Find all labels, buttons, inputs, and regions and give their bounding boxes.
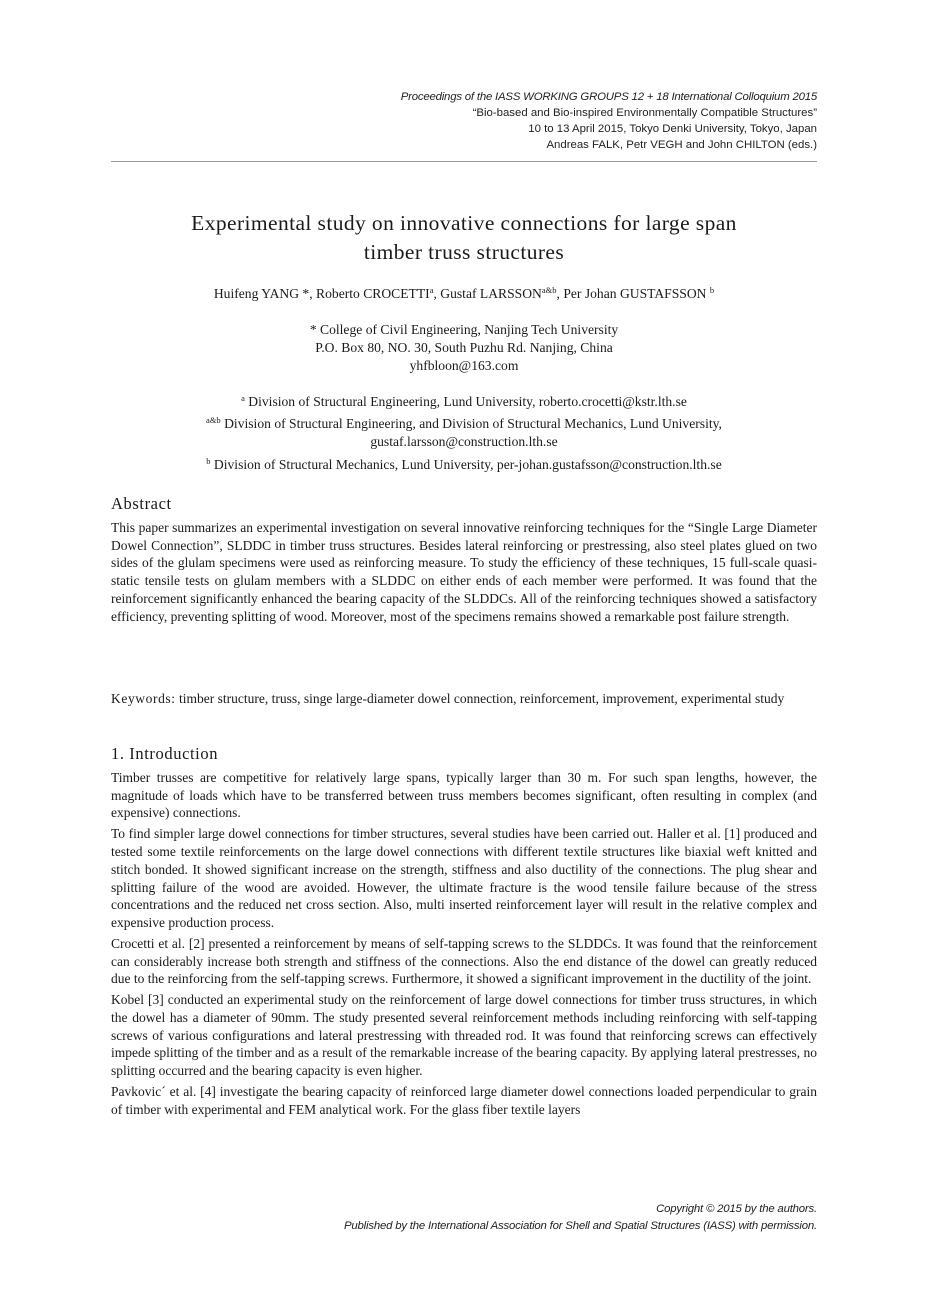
affiliation-ab-line-2: gustaf.larsson@construction.lth.se [370,434,558,449]
author-separator: , [433,286,437,301]
conference-dates-venue: 10 to 13 April 2015, Tokyo Denki University, Tokyo, Japan [528,123,817,135]
introduction-paragraph-4: Kobel [3] conducted an experimental study on the reinforcement of large dowel connections for timber truss structures, in which the dowel has a diameter of 90mm. The study presented several reinforcement methods including reinforcing with self-tapping screws of various configurations and lateral prestressing with threaded rod. It was found that reinforcing screws can effectively impede splitting of the timber and as a result of the remarkable increase of the bearing capacity. By applying lateral prestresses, no splitting occurred and the bearing capacity is even higher. [111,992,817,1079]
author-4: Per Johan GUSTAFSSON [563,286,707,301]
header-divider [111,161,817,162]
affiliation-ab-line-1: Division of Structural Engineering, and Division of Structural Mechanics, Lund University, [224,416,722,431]
affiliation-star-email: yhfbloon@163.com [409,358,519,373]
affiliation-a-mark: a [241,393,245,403]
conference-editors: Andreas FALK, Petr VEGH and John CHILTON (eds.) [546,139,817,151]
running-header [401,89,817,153]
author-4-affiliation-mark: b [709,285,715,295]
publisher-notice: Published by the International Association for Shell and Spatial Structures (IASS) with permission. [344,1220,817,1232]
author-list [111,285,817,303]
affiliation-b-mark: b [206,456,211,466]
page-footer [344,1201,817,1235]
conference-name: Proceedings of the IASS WORKING GROUPS 12 + 18 International Colloquium 2015 [400,91,817,103]
introduction-paragraph-1: Timber trusses are competitive for relatively large spans, typically larger than 30 m. For such span lengths, however, the magnitude of loads which have to be transferred between truss members becomes significant, often resulting in complex (and expensive) connections. [111,770,817,821]
keywords-text: timber structure, truss, singe large-diameter dowel connection, reinforcement, improvement, experimental study [179,691,785,706]
affiliation-star [111,321,817,375]
affiliation-star-line-1: * College of Civil Engineering, Nanjing Tech University [309,322,619,337]
introduction-paragraph-2: To find simpler large dowel connections for timber structures, several studies have been carried out. Haller et al. [1] produced and tested some textile reinforcements on the large dowel connections with different textile structures like biaxial weft knitted and stitch bonded. It showed significant increase on the strength, stiffness and also ductility of the connections. The plug shear and splitting failure of the wood are avoided. However, the ultimate fracture is the wood tensile failure because of the stress concentrations and the reduced net cross section. Also, multi inserted reinforcement layer will result in the relative complex and expensive production process. [111,826,817,930]
author-2-affiliation-mark: a [429,285,434,295]
keywords-label: Keywords: [111,691,176,706]
affiliation-a-text: Division of Structural Engineering, Lund University, roberto.crocetti@kstr.lth.se [248,394,687,409]
affiliation-ab-mark: a&b [206,415,221,425]
affiliation-a [111,393,817,411]
affiliation-star-line-2: P.O. Box 80, NO. 30, South Puzhu Rd. Nanjing, China [315,340,613,355]
author-1: Huifeng YANG *, [213,286,313,301]
author-3-affiliation-mark: a&b [541,285,557,295]
affiliation-ab [111,415,817,451]
author-separator: , [556,286,560,301]
author-3: Gustaf LARSSON [440,286,542,301]
keywords [111,690,817,708]
introduction-body [111,769,817,1122]
paper-title-line-1: Experimental study on innovative connections for large span [191,211,737,235]
abstract-paragraph: This paper summarizes an experimental investigation on several innovative reinforcing techniques for the “Single Large Diameter Dowel Connection”, SLDDC in timber truss structures. Besides lateral reinforcing or prestressing, also steel plates glued on two sides of the glulam specimens were used as reinforcing measure. To study the efficiency of these techniques, 15 full-scale quasi-static tensile tests on glulam members with a SLDDC on either ends of each member were performed. It was found that the reinforcement significantly enhanced the bearing capacity of the SLDDCs. All of the reinforcing techniques showed a satisfactory efficiency, preventing splitting of wood. Moreover, most of the specimens remains showed a remarkable post failure strength. [111,520,817,624]
introduction-paragraph-5: Pavkovic´ et al. [4] investigate the bearing capacity of reinforced large diameter dowel connections loaded perpendicular to grain of timber with experimental and FEM analytical work. For the glass fiber textile layers [111,1084,817,1117]
introduction-paragraph-3: Crocetti et al. [2] presented a reinforcement by means of self-tapping screws to the SLDDCs. It was found that the reinforcement can considerably increase both strength and stiffness of the connections. Also the end distance of the dowel can greatly reduced due to the reinforcing from the self-tapping screws. Furthermore, it showed a significant improvement in the ductility of the joint. [111,935,817,987]
introduction-heading: 1. Introduction [111,744,219,763]
paper-title-line-2: timber truss structures [363,240,565,264]
abstract-body [111,519,817,629]
conference-subtitle: “Bio-based and Bio-inspired Environmentally Compatible Structures” [472,107,817,119]
affiliation-b-text: Division of Structural Mechanics, Lund University, per-johan.gustafsson@construction.lth.se [213,457,722,472]
affiliation-b [111,456,817,474]
paper-title [111,209,817,267]
abstract-heading: Abstract [111,494,172,513]
copyright-notice: Copyright © 2015 by the authors. [656,1203,817,1215]
author-2: Roberto CROCETTI [316,286,430,301]
